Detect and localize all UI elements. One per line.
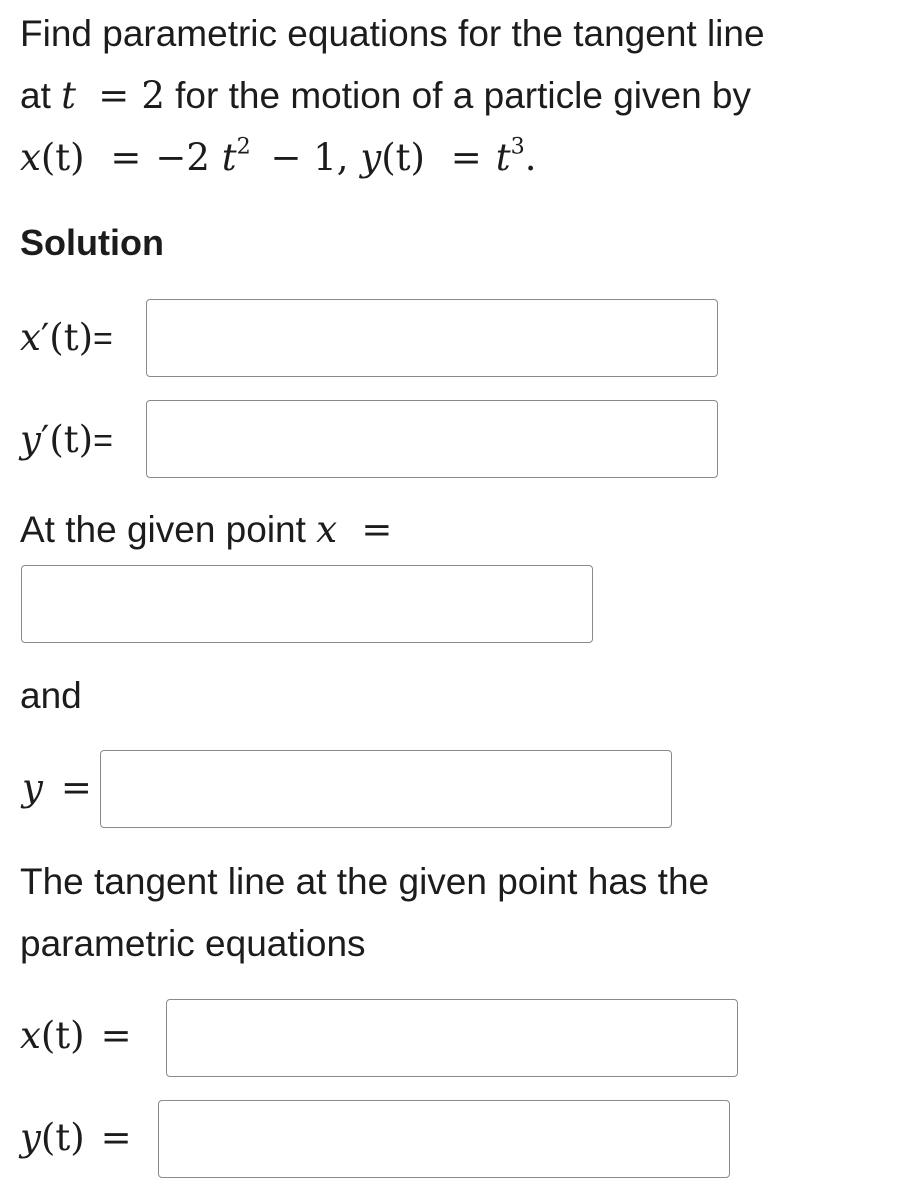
- problem-line-2: [20, 74, 751, 118]
- given-point-var: x: [316, 508, 338, 551]
- problem-line-3: [20, 133, 537, 180]
- derivative-x-label: [20, 316, 113, 359]
- tangent-y-var: y: [20, 1116, 41, 1159]
- derivative-x-arg: (t): [49, 316, 94, 359]
- derivative-y-input[interactable]: [146, 400, 718, 478]
- tangent-x-input[interactable]: [166, 999, 738, 1077]
- xt-expr-exp: 2: [236, 133, 251, 160]
- given-point-y-input[interactable]: [100, 750, 672, 828]
- derivative-y-arg: (t): [49, 418, 94, 461]
- yt-arg: (t): [381, 136, 425, 179]
- xt-arg: (t): [40, 136, 85, 179]
- problem-text-at: at: [20, 75, 51, 116]
- given-point-y-eq: =: [60, 766, 92, 809]
- solution-heading: Solution: [20, 222, 164, 263]
- tangent-y-label: [20, 1116, 132, 1159]
- tangent-x-label: [20, 1014, 132, 1057]
- tangent-x-eq: =: [100, 1014, 132, 1057]
- given-point-text: At the given point: [20, 509, 306, 550]
- and-text: and: [20, 675, 82, 716]
- derivative-y-label: [20, 418, 113, 461]
- derivative-x-prime: ′: [40, 316, 50, 359]
- tangent-x-var: x: [20, 1014, 41, 1057]
- given-point-line: [20, 508, 392, 552]
- yt-eq: =: [450, 136, 482, 179]
- xt-expr-var: t: [221, 136, 237, 179]
- derivative-y-prime: ′: [40, 418, 50, 461]
- derivative-x-eq: =: [93, 320, 113, 358]
- problem-eq: =: [98, 74, 130, 117]
- problem-text-1: Find parametric equations for the tangent line: [20, 13, 765, 54]
- given-point-y-var: y: [22, 766, 43, 809]
- derivative-x-var: x: [20, 316, 41, 359]
- derivative-y-eq: =: [93, 422, 113, 460]
- yt-label: y: [360, 136, 382, 179]
- xt-expr-tail: − 1,: [270, 136, 349, 179]
- tangent-x-arg: (t): [40, 1014, 85, 1057]
- problem-var-t: t: [61, 74, 77, 117]
- xt-label: x: [20, 136, 41, 179]
- xt-eq: =: [110, 136, 142, 179]
- problem-line-1: [20, 12, 765, 56]
- tangent-y-arg: (t): [40, 1116, 85, 1159]
- yt-expr-var: t: [495, 136, 511, 179]
- given-point-y-label: [22, 766, 92, 809]
- end-period: .: [524, 136, 537, 179]
- xt-expr-lead: −2: [155, 136, 210, 179]
- problem-value: 2: [141, 74, 165, 117]
- given-point-eq: =: [361, 508, 393, 551]
- given-point-x-input[interactable]: [21, 565, 593, 643]
- derivative-y-var: y: [20, 418, 41, 461]
- tangent-y-eq: =: [100, 1116, 132, 1159]
- derivative-x-input[interactable]: [146, 299, 718, 377]
- tangent-y-input[interactable]: [158, 1100, 730, 1178]
- problem-text-suffix: for the motion of a particle given by: [175, 75, 752, 116]
- tangent-text-line-2: parametric equations: [20, 923, 366, 964]
- yt-expr-exp: 3: [510, 133, 525, 160]
- tangent-text-line-1: The tangent line at the given point has the: [20, 861, 710, 902]
